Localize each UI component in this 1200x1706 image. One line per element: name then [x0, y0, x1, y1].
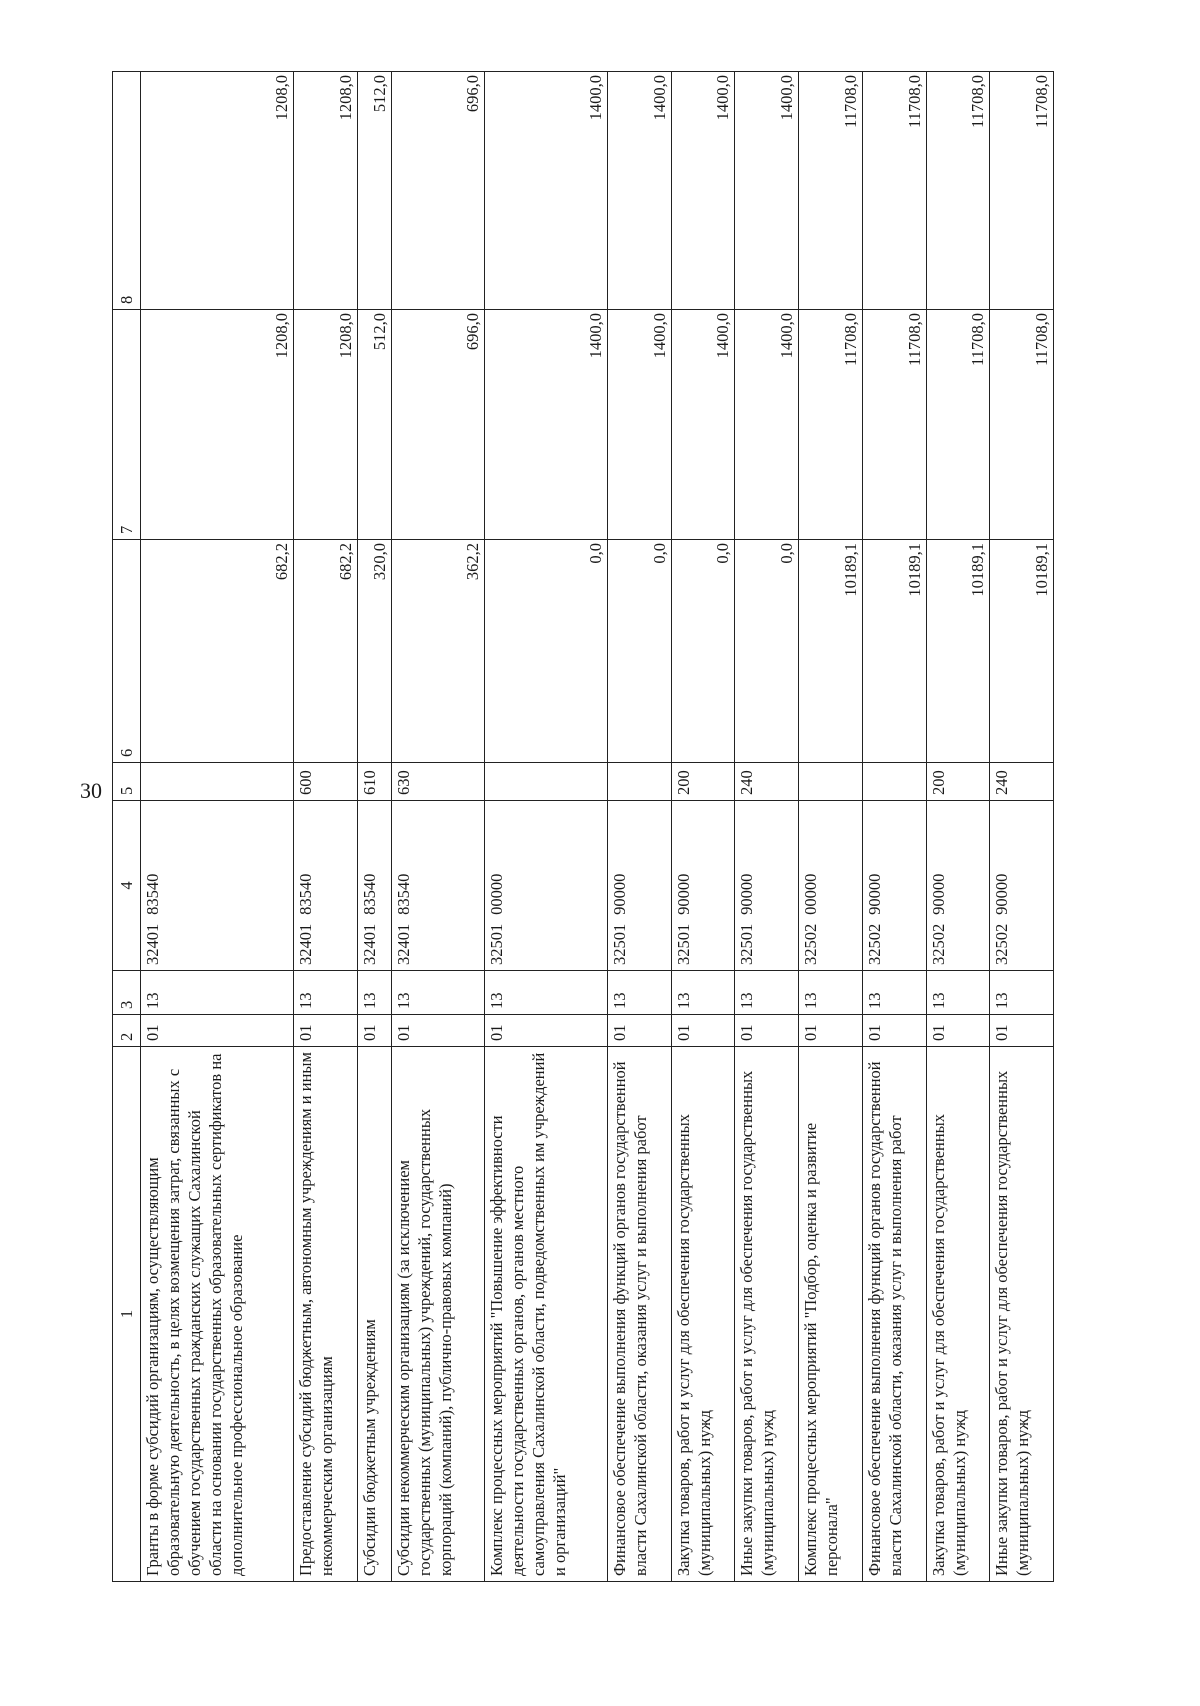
page-number: 30 [80, 778, 102, 803]
row-description: Комплекс процессных мероприятий "Подбор, оценка и развитие персонала" [799, 1047, 863, 1582]
table-row [990, 72, 1054, 1582]
cell-subsection: 13 [484, 971, 607, 1015]
article-part-b: 90000 [737, 873, 757, 915]
cell-expense-type: 610 [357, 763, 391, 801]
cell-expense-type [799, 763, 863, 801]
cell-section: 01 [293, 1015, 357, 1047]
row-description: Закупка товаров, работ и услуг для обеспечения государственных (муниципальных) нужд [926, 1047, 990, 1582]
cell-expense-type [484, 763, 607, 801]
cell-amount-col8: 1400,0 [735, 72, 799, 310]
cell-amount-col6: 682,2 [293, 540, 357, 763]
table-row [357, 72, 391, 1582]
column-header: 5 [113, 763, 141, 801]
cell-section: 01 [608, 1015, 672, 1047]
article-part-b: 00000 [486, 873, 506, 915]
cell-section: 01 [141, 1015, 294, 1047]
cell-target-article [799, 801, 863, 971]
cell-amount-col8: 1400,0 [608, 72, 672, 310]
column-header: 6 [113, 540, 141, 763]
article-part-a: 32401 [295, 923, 315, 965]
article-part-a: 32502 [992, 923, 1012, 965]
article-part-b: 90000 [610, 873, 630, 915]
article-part-a: 32401 [143, 923, 162, 965]
cell-expense-type: 240 [990, 763, 1054, 801]
cell-target-article [608, 801, 672, 971]
cell-amount-col7: 11708,0 [799, 310, 863, 540]
article-part-b: 90000 [864, 873, 884, 915]
cell-target-article [391, 801, 484, 971]
cell-target-article [926, 801, 990, 971]
article-part-b: 90000 [673, 873, 693, 915]
row-description: Финансовое обеспечение выполнения функций органов государственной власти Сахалинской области, оказания услуг и выполнения работ [608, 1047, 672, 1582]
cell-amount-col8: 1208,0 [141, 72, 294, 310]
cell-target-article [735, 801, 799, 971]
cell-amount-col6: 10189,1 [990, 540, 1054, 763]
cell-subsection: 13 [141, 971, 294, 1015]
cell-amount-col6: 320,0 [357, 540, 391, 763]
row-description: Комплекс процессных мероприятий "Повышение эффективности деятельности государственных органов, органов местного самоуправления Сахалинской области, подведомственных им учреждений и организаций" [484, 1047, 607, 1582]
row-description: Предоставление субсидий бюджетным, автономным учреждениям и иным некоммерческим организациям [293, 1047, 357, 1582]
cell-subsection: 13 [608, 971, 672, 1015]
cell-amount-col7: 1400,0 [484, 310, 607, 540]
cell-section: 01 [735, 1015, 799, 1047]
table-row [926, 72, 990, 1582]
cell-amount-col7: 1208,0 [293, 310, 357, 540]
cell-amount-col8: 1400,0 [671, 72, 735, 310]
article-part-a: 32501 [610, 923, 630, 965]
cell-target-article [141, 801, 294, 971]
cell-amount-col8: 1400,0 [484, 72, 607, 310]
cell-amount-col7: 1400,0 [671, 310, 735, 540]
cell-expense-type: 200 [926, 763, 990, 801]
cell-expense-type: 200 [671, 763, 735, 801]
cell-amount-col6: 10189,1 [799, 540, 863, 763]
cell-section: 01 [671, 1015, 735, 1047]
column-header: 4 [113, 801, 141, 971]
cell-expense-type: 240 [735, 763, 799, 801]
table-row [608, 72, 672, 1582]
cell-subsection: 13 [293, 971, 357, 1015]
cell-target-article [484, 801, 607, 971]
cell-expense-type: 630 [391, 763, 484, 801]
cell-subsection: 13 [926, 971, 990, 1015]
cell-amount-col8: 1208,0 [293, 72, 357, 310]
row-description: Иные закупки товаров, работ и услуг для обеспечения государственных (муниципальных) нужд [735, 1047, 799, 1582]
cell-section: 01 [357, 1015, 391, 1047]
table-row [391, 72, 484, 1582]
cell-amount-col8: 696,0 [391, 72, 484, 310]
row-description: Субсидии бюджетным учреждениям [357, 1047, 391, 1582]
table-row [293, 72, 357, 1582]
cell-amount-col6: 10189,1 [926, 540, 990, 763]
cell-section: 01 [862, 1015, 926, 1047]
article-part-a: 32501 [486, 923, 506, 965]
cell-amount-col7: 1208,0 [141, 310, 294, 540]
article-part-b: 90000 [928, 873, 948, 915]
column-header: 7 [113, 310, 141, 540]
cell-subsection: 13 [990, 971, 1054, 1015]
cell-amount-col8: 11708,0 [990, 72, 1054, 310]
article-part-a: 32502 [928, 923, 948, 965]
table-row [862, 72, 926, 1582]
rotated-page [112, 72, 1054, 1582]
cell-section: 01 [799, 1015, 863, 1047]
cell-expense-type [608, 763, 672, 801]
row-description: Гранты в форме субсидий организациям, осуществляющим образовательную деятельность, в целях возмещения затрат, связанных с обучением государственных гражданских служащих Сахалинской области на основании государственных образовательных сертификатов на дополнительное профессиональное образование [141, 1047, 294, 1582]
column-header: 1 [113, 1047, 141, 1582]
article-part-a: 32501 [673, 923, 693, 965]
cell-amount-col6: 10189,1 [862, 540, 926, 763]
cell-section: 01 [926, 1015, 990, 1047]
cell-amount-col6: 682,2 [141, 540, 294, 763]
table-row [735, 72, 799, 1582]
row-description: Субсидии некоммерческим организациям (за исключением государственных (муниципальных) учреждений, государственных корпораций (компаний), публично-правовых компаний) [391, 1047, 484, 1582]
row-description: Иные закупки товаров, работ и услуг для обеспечения государственных (муниципальных) нужд [990, 1047, 1054, 1582]
article-part-a: 32401 [393, 923, 413, 965]
article-part-a: 32501 [737, 923, 757, 965]
cell-subsection: 13 [391, 971, 484, 1015]
table-row [799, 72, 863, 1582]
budget-table [112, 71, 1054, 1582]
cell-amount-col7: 1400,0 [735, 310, 799, 540]
column-header: 2 [113, 1015, 141, 1047]
column-header: 3 [113, 971, 141, 1015]
cell-subsection: 13 [735, 971, 799, 1015]
cell-section: 01 [391, 1015, 484, 1047]
cell-section: 01 [990, 1015, 1054, 1047]
article-part-b: 83540 [295, 873, 315, 915]
cell-amount-col6: 0,0 [671, 540, 735, 763]
cell-target-article [357, 801, 391, 971]
cell-amount-col8: 512,0 [357, 72, 391, 310]
cell-amount-col6: 0,0 [735, 540, 799, 763]
cell-amount-col6: 0,0 [608, 540, 672, 763]
cell-amount-col7: 11708,0 [926, 310, 990, 540]
article-part-a: 32401 [359, 923, 379, 965]
cell-subsection: 13 [862, 971, 926, 1015]
article-part-b: 90000 [992, 873, 1012, 915]
header-row [113, 72, 141, 1582]
table-row [484, 72, 607, 1582]
cell-amount-col7: 11708,0 [862, 310, 926, 540]
cell-subsection: 13 [357, 971, 391, 1015]
cell-amount-col6: 362,2 [391, 540, 484, 763]
cell-target-article [671, 801, 735, 971]
cell-subsection: 13 [671, 971, 735, 1015]
cell-target-article [990, 801, 1054, 971]
cell-expense-type [862, 763, 926, 801]
cell-section: 01 [484, 1015, 607, 1047]
cell-target-article [862, 801, 926, 971]
cell-amount-col6: 0,0 [484, 540, 607, 763]
article-part-b: 83540 [143, 873, 162, 915]
article-part-a: 32502 [864, 923, 884, 965]
article-part-b: 83540 [393, 873, 413, 915]
article-part-b: 83540 [359, 873, 379, 915]
cell-amount-col8: 11708,0 [862, 72, 926, 310]
cell-expense-type: 600 [293, 763, 357, 801]
cell-expense-type [141, 763, 294, 801]
cell-amount-col7: 696,0 [391, 310, 484, 540]
cell-amount-col7: 512,0 [357, 310, 391, 540]
cell-subsection: 13 [799, 971, 863, 1015]
cell-amount-col7: 1400,0 [608, 310, 672, 540]
cell-target-article [293, 801, 357, 971]
article-part-a: 32502 [801, 923, 821, 965]
table-row [141, 72, 294, 1582]
row-description: Финансовое обеспечение выполнения функций органов государственной власти Сахалинской области, оказания услуг и выполнения работ [862, 1047, 926, 1582]
column-header: 8 [113, 72, 141, 310]
cell-amount-col8: 11708,0 [926, 72, 990, 310]
cell-amount-col7: 11708,0 [990, 310, 1054, 540]
article-part-b: 00000 [801, 873, 821, 915]
row-description: Закупка товаров, работ и услуг для обеспечения государственных (муниципальных) нужд [671, 1047, 735, 1582]
cell-amount-col8: 11708,0 [799, 72, 863, 310]
table-row [671, 72, 735, 1582]
